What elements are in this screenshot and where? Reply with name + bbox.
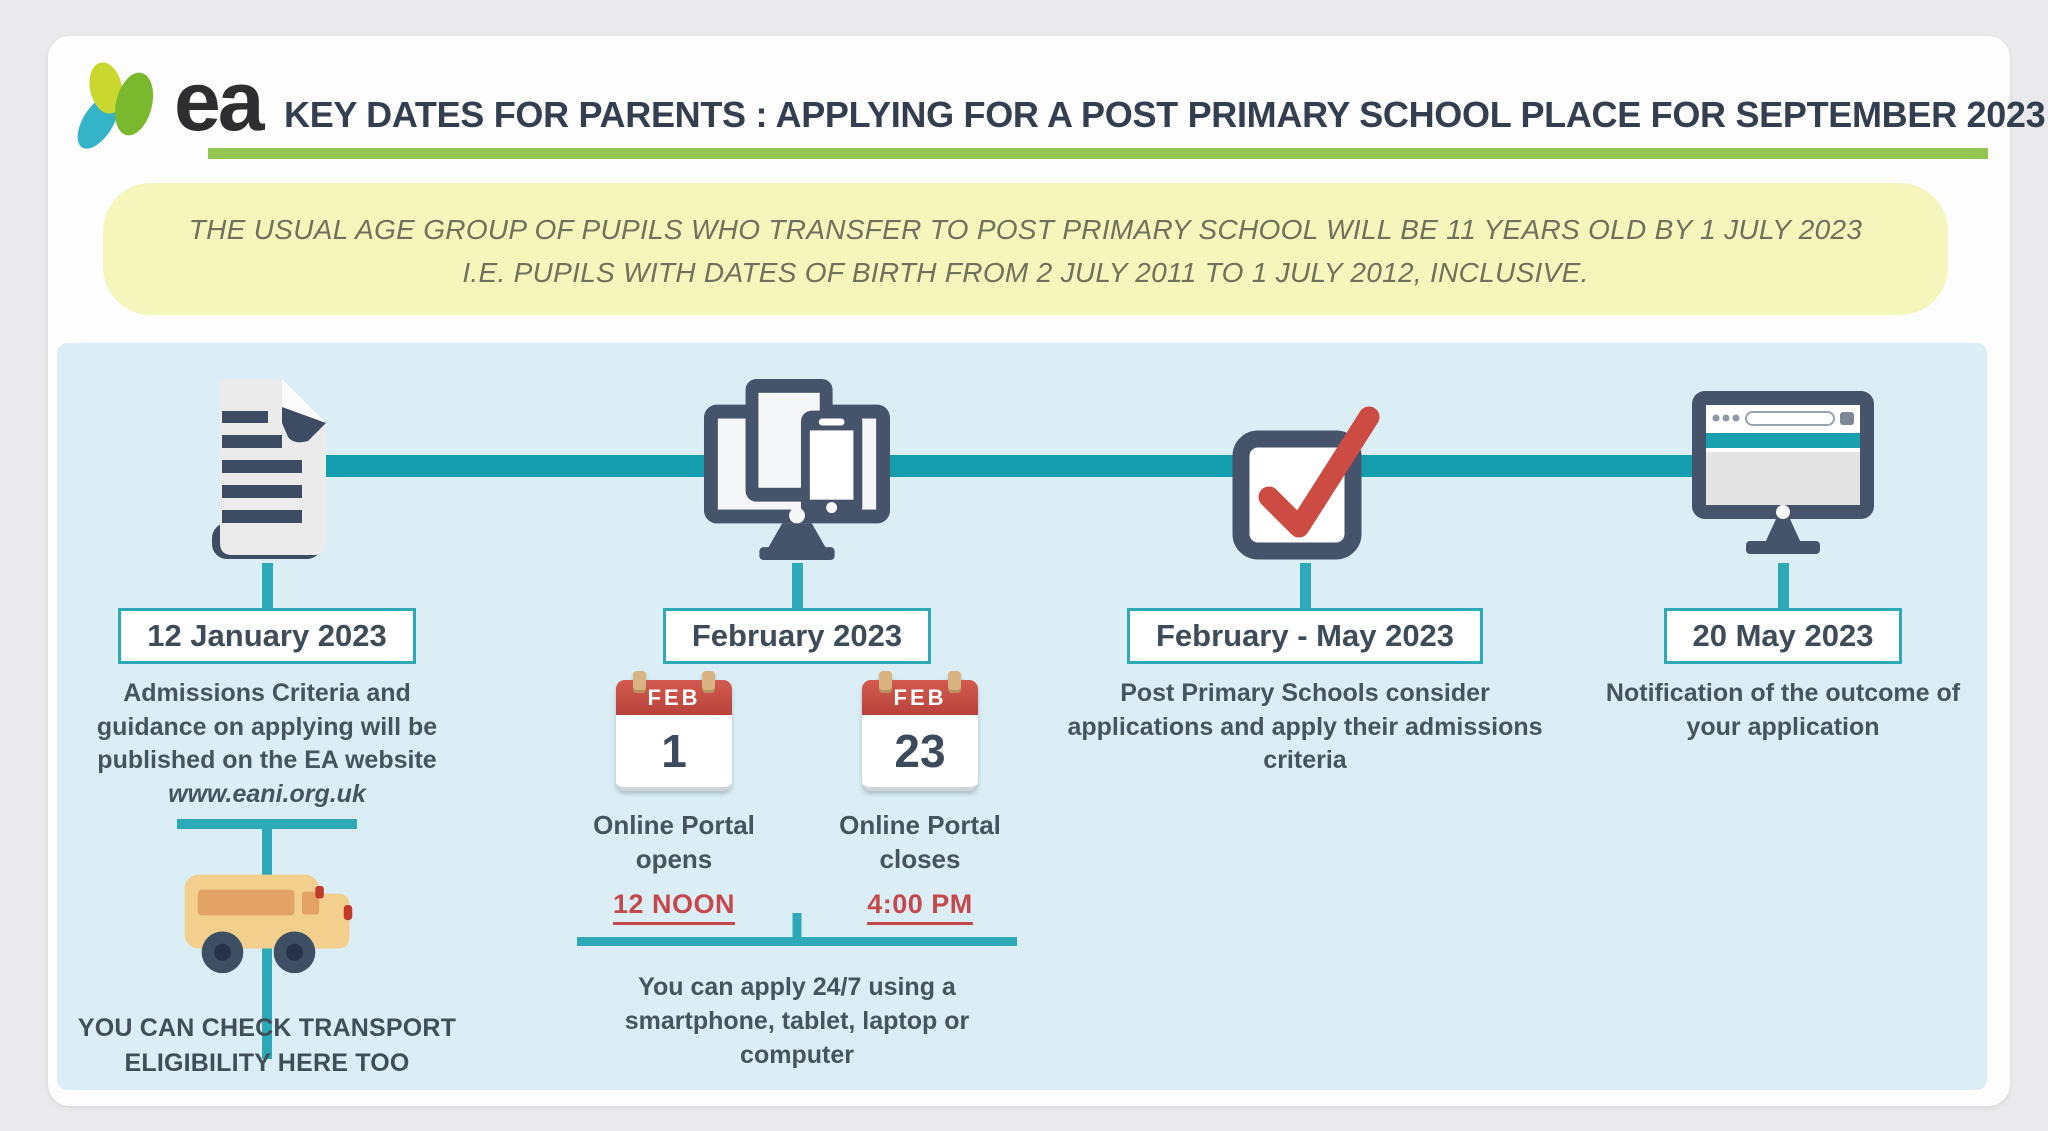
browser-icon <box>1688 391 1878 563</box>
portal-closes-block <box>830 680 1010 925</box>
milestone-connector <box>262 563 273 608</box>
portal-opens-time: 12 NOON <box>613 889 735 925</box>
calendar-caption: Online Portal opens <box>593 810 755 874</box>
notice-line-1: THE USUAL AGE GROUP OF PUPILS WHO TRANSFER TO POST PRIMARY SCHOOL WILL BE 11 YEARS OLD BY 1 JULY 2023 <box>188 214 1863 245</box>
ea-logo <box>68 50 261 158</box>
title-underline <box>208 148 1988 159</box>
devices-icon <box>697 375 897 563</box>
milestone-connector <box>792 563 803 608</box>
milestone-description <box>67 677 467 811</box>
ea-leaf-icon <box>68 50 172 158</box>
calendar-pin <box>879 671 892 693</box>
apply-247-note: You can apply 24/7 using a smartphone, tablet, laptop or computer <box>624 972 970 1069</box>
transport-block <box>67 829 467 1081</box>
calendar-feb-1-icon <box>616 680 732 791</box>
portal-opens-block <box>584 680 764 925</box>
milestone-feb-may <box>1040 373 1570 778</box>
milestone-january <box>67 373 467 1081</box>
calendar-caption: Online Portal closes <box>839 810 1001 874</box>
calendar-month: FEB <box>862 680 978 715</box>
date-badge: 12 January 2023 <box>118 608 416 664</box>
transport-branch-bar <box>177 819 357 829</box>
calendar-pin <box>948 671 961 693</box>
logo-text: ea <box>174 53 262 148</box>
school-bus-icon <box>177 865 357 979</box>
date-badge: February - May 2023 <box>1127 608 1483 664</box>
times-divider <box>577 937 1017 946</box>
page-title: KEY DATES FOR PARENTS : APPLYING FOR A POST PRIMARY SCHOOL PLACE FOR SEPTEMBER 2023 <box>284 94 2046 135</box>
transport-note: YOU CAN CHECK TRANSPORT ELIGIBILITY HERE TOO <box>77 1014 457 1077</box>
milestone-may <box>1593 373 1973 744</box>
description-text: Admissions Criteria and guidance on applying will be published on the EA website <box>96 679 438 774</box>
portal-closes-time: 4:00 PM <box>867 889 973 925</box>
calendar-month: FEB <box>616 680 732 715</box>
calendar-day: 1 <box>616 715 732 791</box>
milestone-february <box>562 373 1032 1072</box>
document-icon <box>196 375 338 563</box>
milestone-connector <box>1778 563 1789 608</box>
age-group-notice <box>103 183 1948 315</box>
calendar-row <box>584 680 1010 925</box>
milestone-connector <box>1300 563 1311 608</box>
ea-website-url: www.eani.org.uk <box>168 779 366 808</box>
milestone-description: Notification of the outcome of your application <box>1605 679 1961 741</box>
checkbox-icon <box>1229 395 1381 563</box>
timeline-panel <box>57 343 1987 1090</box>
milestone-description: Post Primary Schools consider applications and apply their admissions criteria <box>1067 679 1543 774</box>
poster-card <box>48 36 2046 1106</box>
calendar-pin <box>633 671 646 693</box>
date-badge: February 2023 <box>663 608 931 664</box>
calendar-feb-23-icon <box>862 680 978 791</box>
calendar-day: 23 <box>862 715 978 791</box>
notice-line-2: I.E. PUPILS WITH DATES OF BIRTH FROM 2 JULY 2011 TO 1 JULY 2012, INCLUSIVE. <box>462 257 1589 289</box>
calendar-pin <box>702 671 715 693</box>
date-badge: 20 May 2023 <box>1664 608 1903 664</box>
